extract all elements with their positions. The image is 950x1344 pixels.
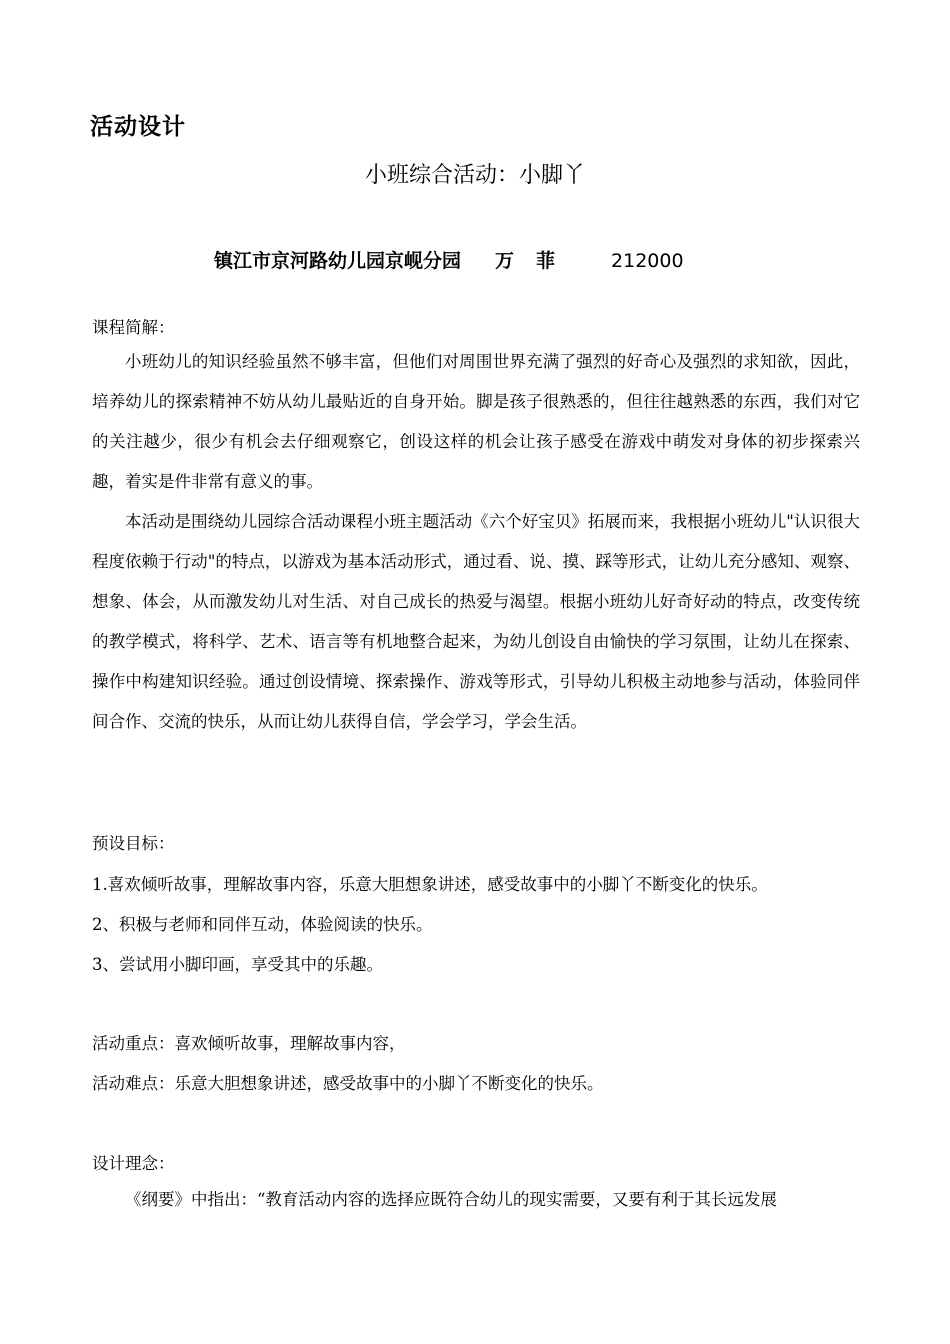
intro-paragraph-2: 本活动是围绕幼儿园综合活动课程小班主题活动《六个好宝贝》拓展而来，我根据小班幼儿"认识很大程度依赖于行动"的特点，以游戏为基本活动形式，通过看、说、摸、踩等形式，让幼儿充分感知、观察、想象、体会，从而激发幼儿对生活、对自己成长的热爱与渴望。根据小班幼儿好奇好动的特点，改变传统的教学模式，将科学、艺术、语言等有机地整合起来，为幼儿创设自由愉快的学习氛围，让幼儿在探索、操作中构建知识经验。通过创设情境、探索操作、游戏等形式，引导幼儿积极主动地参与活动，体验同伴间合作、交流的快乐，从而让幼儿获得自信，学会学习，学会生活。: [92, 512, 860, 731]
goal-item-3: 3、尝试用小脚印画，享受其中的乐趣。: [92, 955, 383, 974]
key-point: 活动重点：喜欢倾听故事，理解故事内容，: [92, 1034, 406, 1053]
goal-item-2: 2、积极与老师和同伴互动，体验阅读的快乐。: [92, 915, 433, 934]
author-line: [214, 246, 684, 273]
concept-body: [92, 1180, 860, 1220]
author-postcode: 212000: [611, 250, 684, 272]
author-name-first: 万: [495, 250, 517, 272]
goals-heading: 预设目标：: [92, 834, 175, 853]
intro-body: [92, 342, 860, 742]
goal-item-1: 1.喜欢倾听故事，理解故事内容，乐意大胆想象讲述，感受故事中的小脚丫不断变化的快乐。: [92, 875, 768, 894]
concept-heading: 设计理念：: [92, 1154, 175, 1173]
intro-paragraph-1: 小班幼儿的知识经验虽然不够丰富，但他们对周围世界充满了强烈的好奇心及强烈的求知欲，因此，培养幼儿的探索精神不妨从幼儿最贴近的自身开始。脚是孩子很熟悉的，但往往越熟悉的东西，我们对它的关注越少，很少有机会去仔细观察它，创设这样的机会让孩子感受在游戏中萌发对身体的初步探索兴趣，着实是件非常有意义的事。: [92, 352, 860, 491]
difficult-point: 活动难点：乐意大胆想象讲述，感受故事中的小脚丫不断变化的快乐。: [92, 1074, 604, 1093]
author-school: 镇江市京河路幼儿园京岘分园: [214, 250, 462, 272]
document-title: 小班综合活动：小脚丫: [364, 163, 585, 188]
concept-paragraph: 《纲要》中指出：“教育活动内容的选择应既符合幼儿的现实需要，又要有利于其长远发展: [125, 1190, 777, 1209]
section-label: 活动设计: [90, 114, 186, 140]
author-name-last: 菲: [536, 250, 556, 272]
intro-heading: 课程简解：: [92, 318, 175, 337]
